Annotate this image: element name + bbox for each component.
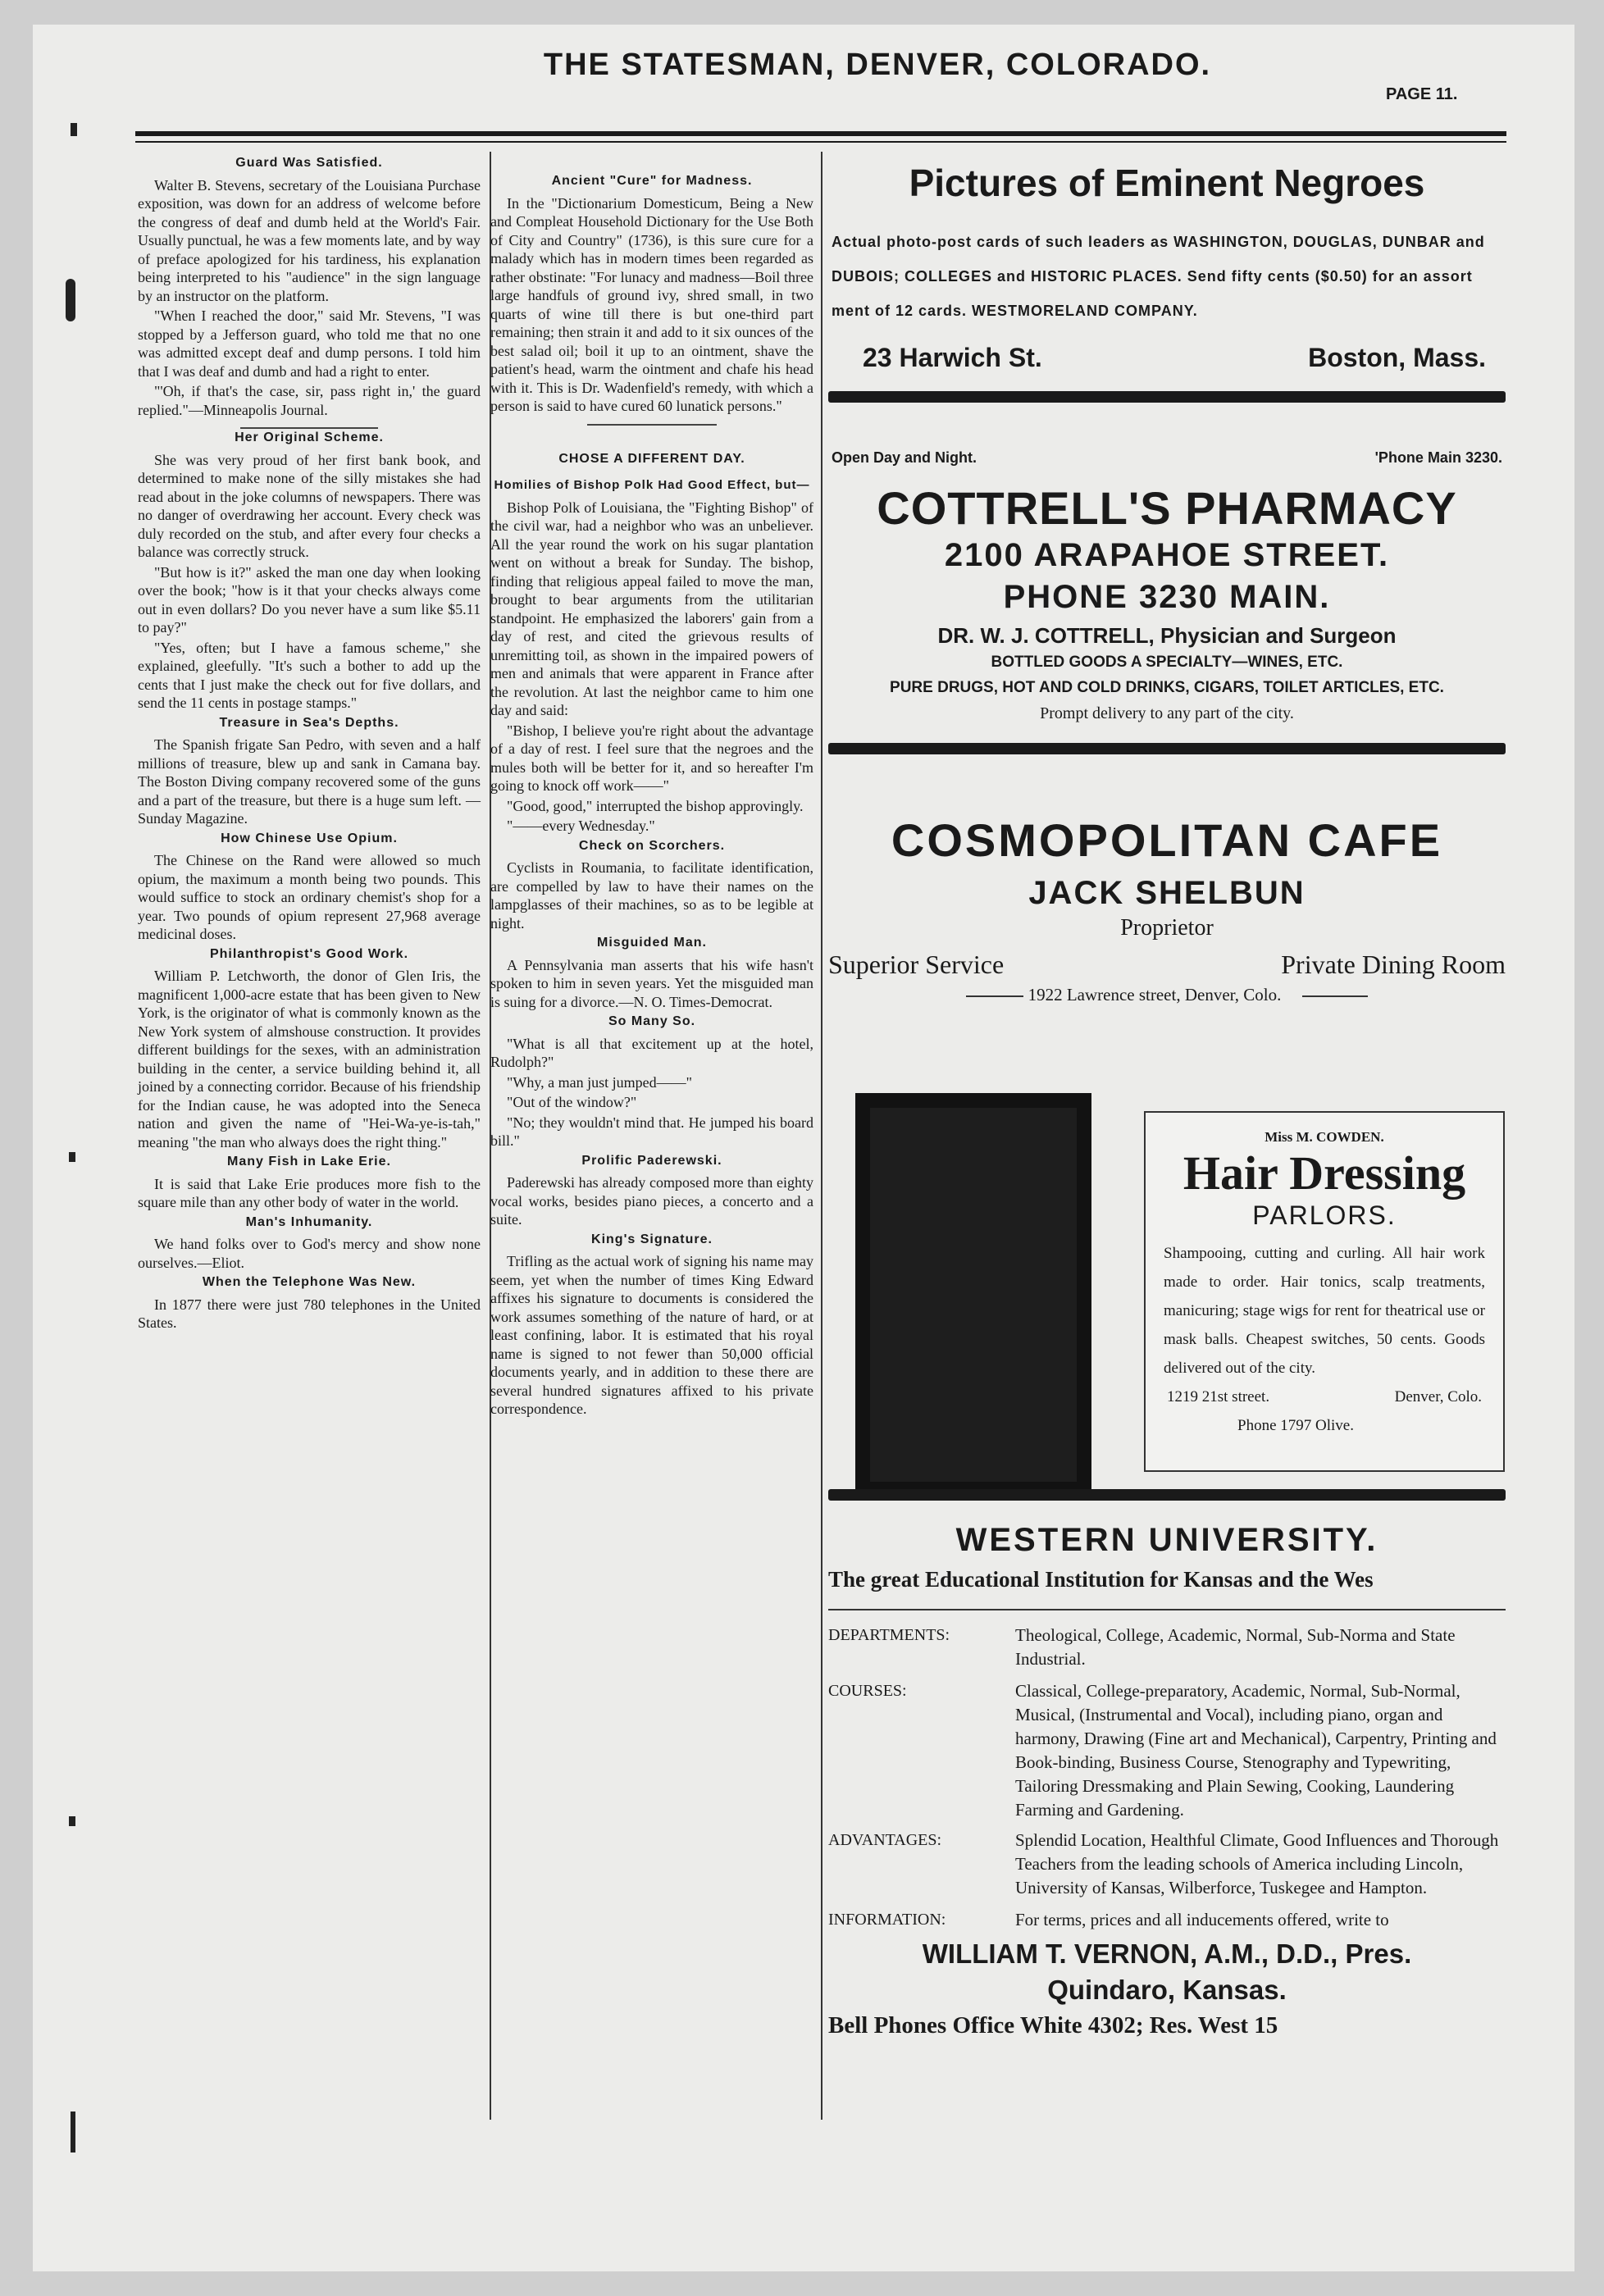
article-paragraph: William P. Letchworth, the donor of Glen Iris, the magnificent 1,000-acre estate that has been given to New York, is the originator of what is commonly known as the New York system of almshouse construction. It provides different buildings for the sexes, with an administration building in the center, a service building behind it, all joined by a connecting corridor. Because of his friendship for the Indian cause, he was adopted into the Seneca nation and given the name of "Hei-Wa-ye-is-tah," meaning "the man who always does the right thing.": [138, 968, 481, 1150]
article-paragraph: In 1877 there were just 780 telephones in the United States.: [138, 1296, 481, 1331]
ad-body: Shampooing, cutting and curling. All hair work made to order. Hair tonics, scalp treatments, manicuring; stage wigs for rent for theatrical use or mask balls. Cheapest switches, 50 cents. Goods delivered out of the city.: [1164, 1245, 1485, 1377]
ad-hours: Open Day and Night.: [832, 449, 977, 466]
ad-divider-thin: [828, 1609, 1506, 1610]
ad-divider: [828, 1489, 1506, 1501]
info-text: Classical, College-preparatory, Academic, Normal, Sub-Normal, Musical, (Instrumental and Vocal), including piano, organ and harmony, Drawing (Fine art and Mechanical), Carpentry, Printing and Book-binding, Business Course, Stenography and Typewriting, Tailoring Dressmaking and Plain Sewing, Cooking, Laundering Farming and Gardening.: [1015, 1681, 1497, 1820]
ad-pharmacy: [828, 449, 1506, 754]
ad-phones: Bell Phones Office White 4302; Res. West 15: [828, 2012, 1278, 2039]
article-different-day: [490, 450, 813, 836]
article-heading: King's Signature.: [591, 1232, 713, 1246]
article-heading: How Chinese Use Opium.: [221, 831, 398, 845]
ad-divider: [828, 743, 1506, 754]
article-paragraph: "But how is it?" asked the man one day when looking over the book; "how is it that your checks always come out in even dollars? Do you never have a sum like $5.11 to pay?": [138, 563, 481, 636]
ad-street: 1219 21st street.: [1167, 1388, 1270, 1405]
ad-address-row: [1164, 1383, 1485, 1411]
ad-title: Pictures of Eminent Negroes: [909, 162, 1425, 204]
info-label: INFORMATION:: [828, 1911, 946, 1929]
ad-president: WILLIAM T. VERNON, A.M., D.D., Pres.: [922, 1938, 1412, 1969]
article-heading: Philanthropist's Good Work.: [209, 946, 409, 961]
ad-owner: JACK SHELBUN: [1028, 875, 1306, 911]
article-paragraph: It is said that Lake Erie produces more fish to the square mile than any other body of water in the world.: [138, 1175, 481, 1210]
article-misguided: [490, 934, 813, 1011]
article-inhumanity: [138, 1214, 481, 1273]
article-fish: [138, 1153, 481, 1212]
top-rule-thin: [135, 141, 1506, 143]
info-text: For terms, prices and all inducements offered, write to: [1015, 1910, 1389, 1929]
article-heading: Ancient "Cure" for Madness.: [551, 174, 753, 188]
ad-info-table: [828, 1624, 1506, 1932]
ad-line-decor: [966, 995, 1023, 997]
ad-name: COSMOPOLITAN CAFE: [891, 814, 1443, 866]
article-paragraph: Walter B. Stevens, secretary of the Louisiana Purchase exposition, was down for an address of welcome before the congress of deaf and dumb held at the World's Fair. Usually punctual, he was a few moments late, and by way of preface apologized for his tardiness, his explanation being interpreted to his "audience" in the sign language by an instructor on the platform.: [138, 176, 481, 304]
article-signature: [490, 1231, 813, 1419]
info-label: ADVANTAGES:: [828, 1831, 942, 1849]
ad-line: BOTTLED GOODS A SPECIALTY—WINES, ETC.: [991, 654, 1343, 671]
article-paragraph: She was very proud of her first bank book, and determined to make none of the silly mistakes she had read about in the joke columns of newspapers. There was no danger of overdrawing her account. Every check was duly recorded on the stub, and after every four checks a balance was correctly struck.: [138, 451, 481, 560]
ad-doctor: DR. W. J. COTTRELL, Physician and Surgeon: [937, 623, 1397, 648]
binding-mark: [69, 1152, 75, 1162]
article-paderewski: [490, 1152, 813, 1229]
ad-service-right: Private Dining Room: [1281, 950, 1506, 979]
article-so-many: [490, 1013, 813, 1150]
article-separator: [587, 424, 717, 426]
article-paragraph: Trifling as the actual work of signing his name may seem, yet when the number of times King Edward affixes his signature to documents is considered the work assumes something of the nature of hard, or at least confining, labor. It is estimated that his royal name is signed to not fewer than 50,000 official documents yearly, and in addition to these there are several hundred signatures affixed to his private correspondence.: [490, 1253, 813, 1417]
article-heading: Prolific Paderewski.: [581, 1153, 722, 1168]
article-paragraph: "When I reached the door," said Mr. Stevens, "I was stopped by a Jefferson guard, who told me that no one was admitted except deaf and dump persons. I told him that I was deaf and dumb and had a right to enter.: [138, 308, 481, 380]
article-paragraph: A Pennsylvania man asserts that his wife hasn't spoken to him in seven years. Yet the misguided man is suing for a divorce.—N. O. Times-Democrat.: [490, 956, 813, 1010]
article-paragraph: "Good, good," interrupted the bishop approvingly.: [507, 797, 804, 814]
top-rule: [135, 131, 1506, 136]
ad-line: Prompt delivery to any part of the city.: [1040, 704, 1294, 722]
ad-subtitle: PARLORS.: [1252, 1200, 1397, 1230]
ad-hair-dressing: [1144, 1111, 1505, 1472]
ad-services-row: [828, 950, 1506, 980]
column-rule: [821, 152, 823, 2120]
article-paragraph: Bishop Polk of Louisiana, the "Fighting Bishop" of the civil war, had a neighbor who was an unbeliever. All the year round the work on his sugar plantation went on without a break for Sunday. The bishop, finding that religious appeal failed to move the man, brought to bear arguments from the utilitarian standpoint. He emphasized the laborers' gain from a day of rest, and cited the grievous results of unremitting toil, as shown in the impaired powers of men and animals that were apparent in France after the revolution. At last the neighbor came to him one day and said:: [490, 499, 813, 718]
ad-hours-row: [828, 449, 1506, 467]
ad-address-row: [828, 985, 1506, 1005]
masthead-title: THE STATESMAN, DENVER, COLORADO.: [543, 48, 1212, 82]
binding-mark: [71, 2112, 75, 2152]
ad-phone-top: 'Phone Main 3230.: [1374, 449, 1502, 466]
article-heading: So Many So.: [608, 1014, 696, 1028]
article-heading: Man's Inhumanity.: [245, 1214, 373, 1229]
binding-mark: [66, 279, 75, 321]
ad-address: 23 Harwich St.: [863, 343, 1042, 372]
article-heading: Misguided Man.: [597, 936, 707, 950]
info-text: Splendid Location, Healthful Climate, Good Influences and Thorough Teachers from the leading schools of America including Lincoln, University of Kansas, Wilberforce, Tuskegee and Hampton.: [1015, 1830, 1499, 1897]
article-opium: [138, 830, 481, 944]
ad-name: COTTRELL'S PHARMACY: [877, 482, 1457, 534]
article-paragraph: "What is all that excitement up at the hotel, Rudolph?": [490, 1035, 813, 1070]
article-subheading: Homilies of Bishop Polk Had Good Effect, but—: [494, 478, 810, 492]
ad-city: Denver, Colo.: [1394, 1388, 1482, 1405]
ad-divider: [828, 391, 1506, 403]
column-1: [138, 154, 481, 1334]
article-heading: Check on Scorchers.: [578, 838, 726, 853]
article-paragraph: Cyclists in Roumania, to facilitate identification, are compelled by law to have their names on the lampglasses of their machines, so as to be legible at night.: [490, 859, 813, 932]
column-2: [490, 172, 813, 1420]
ad-phone: PHONE 3230 MAIN.: [1003, 579, 1331, 615]
ad-phone: Phone 1797 Olive.: [1237, 1417, 1354, 1434]
article-paragraph: "No; they wouldn't mind that. He jumped his board bill.": [490, 1114, 813, 1149]
ad-university: [828, 1489, 1506, 2039]
advertisement-photo: [855, 1093, 1091, 1496]
ad-service-left: Superior Service: [828, 950, 1005, 979]
article-scheme: [138, 429, 481, 713]
article-telephone: [138, 1273, 481, 1332]
info-label: COURSES:: [828, 1682, 907, 1700]
ad-pictures: [828, 161, 1506, 403]
ad-tagline: The great Educational Institution for Kansas and the Wes: [828, 1567, 1374, 1592]
article-paragraph: "Yes, often; but I have a famous scheme," she explained, gleefully. "It's such a bother to add up the cents that I just make the check out for five dollars, and send the 11 cents in postage stamps.": [138, 639, 481, 711]
article-paragraph: "Why, a man just jumped——": [507, 1073, 692, 1091]
article-paragraph: "Out of the window?": [507, 1094, 637, 1110]
ad-city: Quindaro, Kansas.: [1047, 1975, 1287, 2005]
article-paragraph: We hand folks over to God's mercy and show none ourselves.—Eliot.: [138, 1236, 481, 1271]
article-philanthropist: [138, 945, 481, 1152]
ad-address-row: [828, 343, 1506, 373]
ad-title: Hair Dressing: [1182, 1146, 1466, 1200]
article-heading: Many Fish in Lake Erie.: [227, 1155, 391, 1168]
ad-name: WESTERN UNIVERSITY.: [955, 1522, 1378, 1558]
info-label: DEPARTMENTS:: [828, 1626, 950, 1644]
article-guard: [138, 154, 481, 429]
ad-role: Proprietor: [1120, 915, 1214, 941]
article-heading: Guard Was Satisfied.: [235, 156, 383, 170]
article-paragraph: The Chinese on the Rand were allowed so much opium, the maximum a month being two pounds. This would suffice to stock an ordinary chemist's shop for a year. Two pounds of opium represent 27,968 average medicinal doses.: [138, 852, 481, 942]
ad-address: 1922 Lawrence street, Denver, Colo.: [1028, 985, 1282, 1004]
article-heading: When the Telephone Was New.: [202, 1275, 417, 1289]
article-paragraph: "Bishop, I believe you're right about the advantage of a day of rest. I feel sure that the negroes and the mules both will be better for it, and so hereafter I'm going to knock off work——": [490, 722, 813, 794]
article-paragraph: Paderewski has already composed more than eighty vocal works, besides piano pieces, a concerto and a suite.: [490, 1174, 813, 1228]
article-heading: Her Original Scheme.: [235, 430, 384, 444]
ad-street: 2100 ARAPAHOE STREET.: [944, 537, 1390, 573]
ad-line-decor: [1302, 995, 1368, 997]
article-treasure: [138, 714, 481, 828]
article-scorchers: [490, 837, 813, 933]
info-text: Theological, College, Academic, Normal, Sub-Norma and State Industrial.: [1015, 1625, 1456, 1669]
ad-body: Actual photo-post cards of such leaders as WASHINGTON, DOUGLAS, DUNBAR and DUBOIS; COLLEGES and HISTORIC PLACES. Send fifty cents ($0.50) for an assort ment of 12 cards. WESTMORELAND COMPANY.: [832, 234, 1485, 319]
article-paragraph: The Spanish frigate San Pedro, with seven and a half millions of treasure, blew up and sank in Camana bay. The Boston Diving company recovered some of the guns and a part of the treasure, but there is a huge sum left. —Sunday Magazine.: [138, 736, 481, 827]
photo-frame: [870, 1108, 1077, 1482]
article-paragraph: In the "Dictionarium Domesticum, Being a New and Compleat Household Dictionary for the Use Both of City and Country" (1736), is this sure cure for a malady which has in modern times been regarded as rather obstinate: "For lunacy and madness—Boil three large handfuls of ground ivy, shred small, in two quarts of wine till there is but one-third part remaining; then strain it and add to it six ounces of the best salad oil; boil it up to an ointment, shave the patient's head, warm the ointment and chafe his head with it. This is Dr. Wadenfield's remedy, with which a person is said to have cured 60 lunatick persons.": [490, 194, 813, 414]
article-heading: Treasure in Sea's Depths.: [219, 715, 399, 730]
ad-cafe: [828, 813, 1506, 1005]
page-number: PAGE 11.: [1386, 85, 1458, 103]
ad-owner: Miss M. COWDEN.: [1265, 1129, 1384, 1145]
article-paragraph: "'Oh, if that's the case, sir, pass right in,' the guard replied."—Minneapolis Journal.: [138, 383, 481, 418]
article-paragraph: "——every Wednesday.": [507, 818, 655, 834]
ad-city: Boston, Mass.: [1308, 343, 1486, 372]
binding-mark: [71, 123, 77, 136]
article-madness: [490, 172, 813, 426]
ad-line: PURE DRUGS, HOT AND COLD DRINKS, CIGARS, TOILET ARTICLES, ETC.: [890, 679, 1444, 696]
article-heading: CHOSE A DIFFERENT DAY.: [558, 451, 745, 466]
binding-mark: [69, 1816, 75, 1826]
